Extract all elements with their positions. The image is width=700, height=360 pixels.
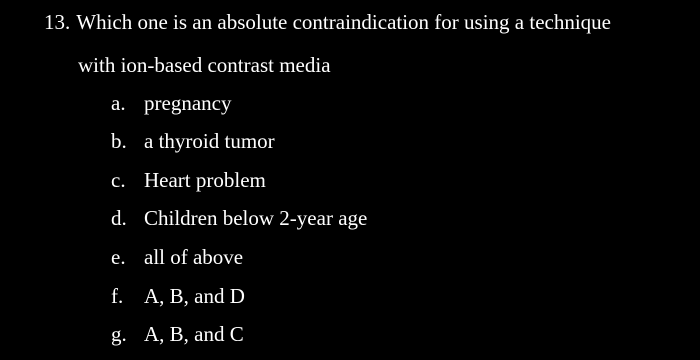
option-b xyxy=(111,129,275,153)
option-f xyxy=(111,284,245,308)
option-text: Heart problem xyxy=(144,168,266,192)
option-letter: d. xyxy=(111,206,127,230)
option-text: a thyroid tumor xyxy=(144,129,275,153)
option-letter: g. xyxy=(111,322,127,346)
option-text: all of above xyxy=(144,245,244,269)
option-letter: f. xyxy=(111,284,124,308)
option-letter: b. xyxy=(111,129,127,153)
question-text-line-1: Which one is an absolute contraindication for using a technique xyxy=(76,10,612,34)
option-a xyxy=(111,91,231,115)
question-stem-line-1 xyxy=(44,10,611,34)
option-letter: a. xyxy=(111,91,126,115)
option-e xyxy=(111,245,243,269)
option-text: pregnancy xyxy=(144,91,232,115)
option-text: A, B, and C xyxy=(144,322,244,346)
question-number: 13. xyxy=(44,10,71,34)
question-text-line-2: with ion-based contrast media xyxy=(78,53,331,77)
option-c xyxy=(111,168,266,192)
option-d xyxy=(111,206,367,230)
option-g xyxy=(111,322,244,346)
option-letter: c. xyxy=(111,168,126,192)
option-letter: e. xyxy=(111,245,126,269)
option-text: Children below 2-year age xyxy=(144,206,368,230)
option-text: A, B, and D xyxy=(144,284,245,308)
question-stem-line-2 xyxy=(78,53,331,77)
